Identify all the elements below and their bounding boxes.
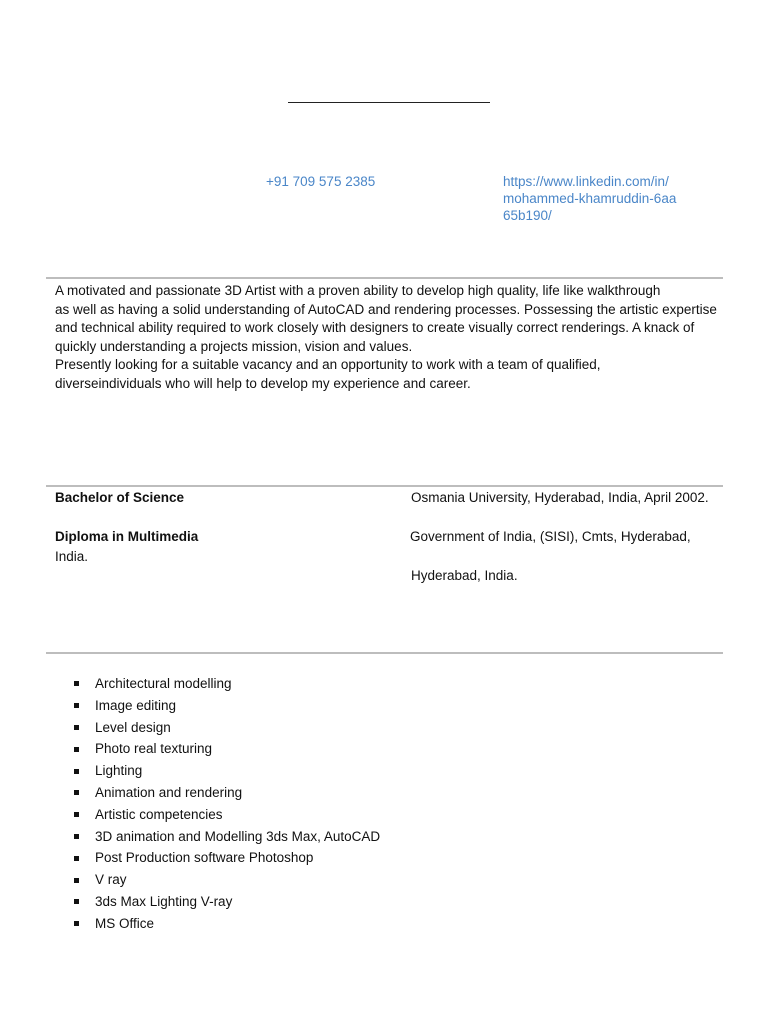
square-bullet-icon — [74, 725, 79, 730]
list-item — [74, 673, 380, 695]
square-bullet-icon — [74, 681, 79, 686]
square-bullet-icon — [74, 834, 79, 839]
square-bullet-icon — [74, 878, 79, 883]
skill-label: Architectural modelling — [95, 676, 232, 691]
skill-label: Artistic competencies — [95, 806, 223, 822]
list-item — [74, 760, 380, 782]
square-bullet-icon — [74, 747, 79, 752]
skills-list — [74, 673, 380, 935]
list-item — [74, 913, 380, 935]
square-bullet-icon — [74, 899, 79, 904]
list-item — [74, 891, 380, 913]
education-degree: Diploma in Multimedia — [55, 529, 199, 544]
square-bullet-icon — [74, 703, 79, 708]
square-bullet-icon — [74, 769, 79, 774]
section-divider-education — [46, 485, 723, 487]
phone-link[interactable]: +91 709 575 2385 — [266, 174, 376, 189]
list-item — [74, 869, 380, 891]
skill-label: Photo real texturing — [95, 741, 213, 757]
skill-label: V ray — [95, 872, 127, 888]
list-item — [74, 695, 380, 717]
skill-label: MS Office — [95, 915, 155, 931]
list-item — [74, 717, 380, 739]
section-divider-skills — [46, 652, 723, 654]
list-item — [74, 847, 380, 869]
square-bullet-icon — [74, 856, 79, 861]
list-item — [74, 826, 380, 848]
list-item — [74, 804, 380, 826]
section-divider-summary — [46, 277, 723, 279]
square-bullet-icon — [74, 812, 79, 817]
square-bullet-icon — [74, 921, 79, 926]
education-institution: Government of India, (SISI), Cmts, Hyderabad, — [410, 529, 691, 544]
skill-label: Lighting — [95, 763, 143, 779]
skill-label: Image editing — [95, 697, 177, 713]
list-item — [74, 738, 380, 760]
education-institution-location: Hyderabad, India. — [411, 568, 518, 583]
skill-label: 3ds Max Lighting V-ray — [95, 893, 233, 909]
list-item — [74, 782, 380, 804]
education-degree-location: India. — [55, 549, 89, 564]
linkedin-link[interactable]: https://www.linkedin.com/in/mohammed-khamruddin-6aa65b190/ — [503, 174, 677, 223]
square-bullet-icon — [74, 790, 79, 795]
skill-label: Level design — [95, 719, 171, 735]
skill-label: Post Production software Photoshop — [95, 850, 314, 866]
skill-label: Animation and rendering — [95, 784, 243, 800]
skill-label: 3D animation and Modelling 3ds Max, AutoCAD — [95, 828, 381, 844]
education-degree: Bachelor of Science — [55, 490, 185, 505]
profile-summary: A motivated and passionate 3D Artist with a proven ability to develop high quality, life like walkthrough as well as having a solid understanding of AutoCAD and rendering processes. Possessing the artistic expertise and technical ability required to work closely with designers to create visually correct renderings. A knack of quickly understanding a projects mission, vision and values. Presently looking for a suitable vacancy and an opportunity to work with a team of qualified, diverseindividuals who will help to develop my experience and career. — [55, 283, 717, 391]
education-institution: Osmania University, Hyderabad, India, April 2002. — [411, 490, 709, 505]
name-underline — [288, 102, 490, 103]
